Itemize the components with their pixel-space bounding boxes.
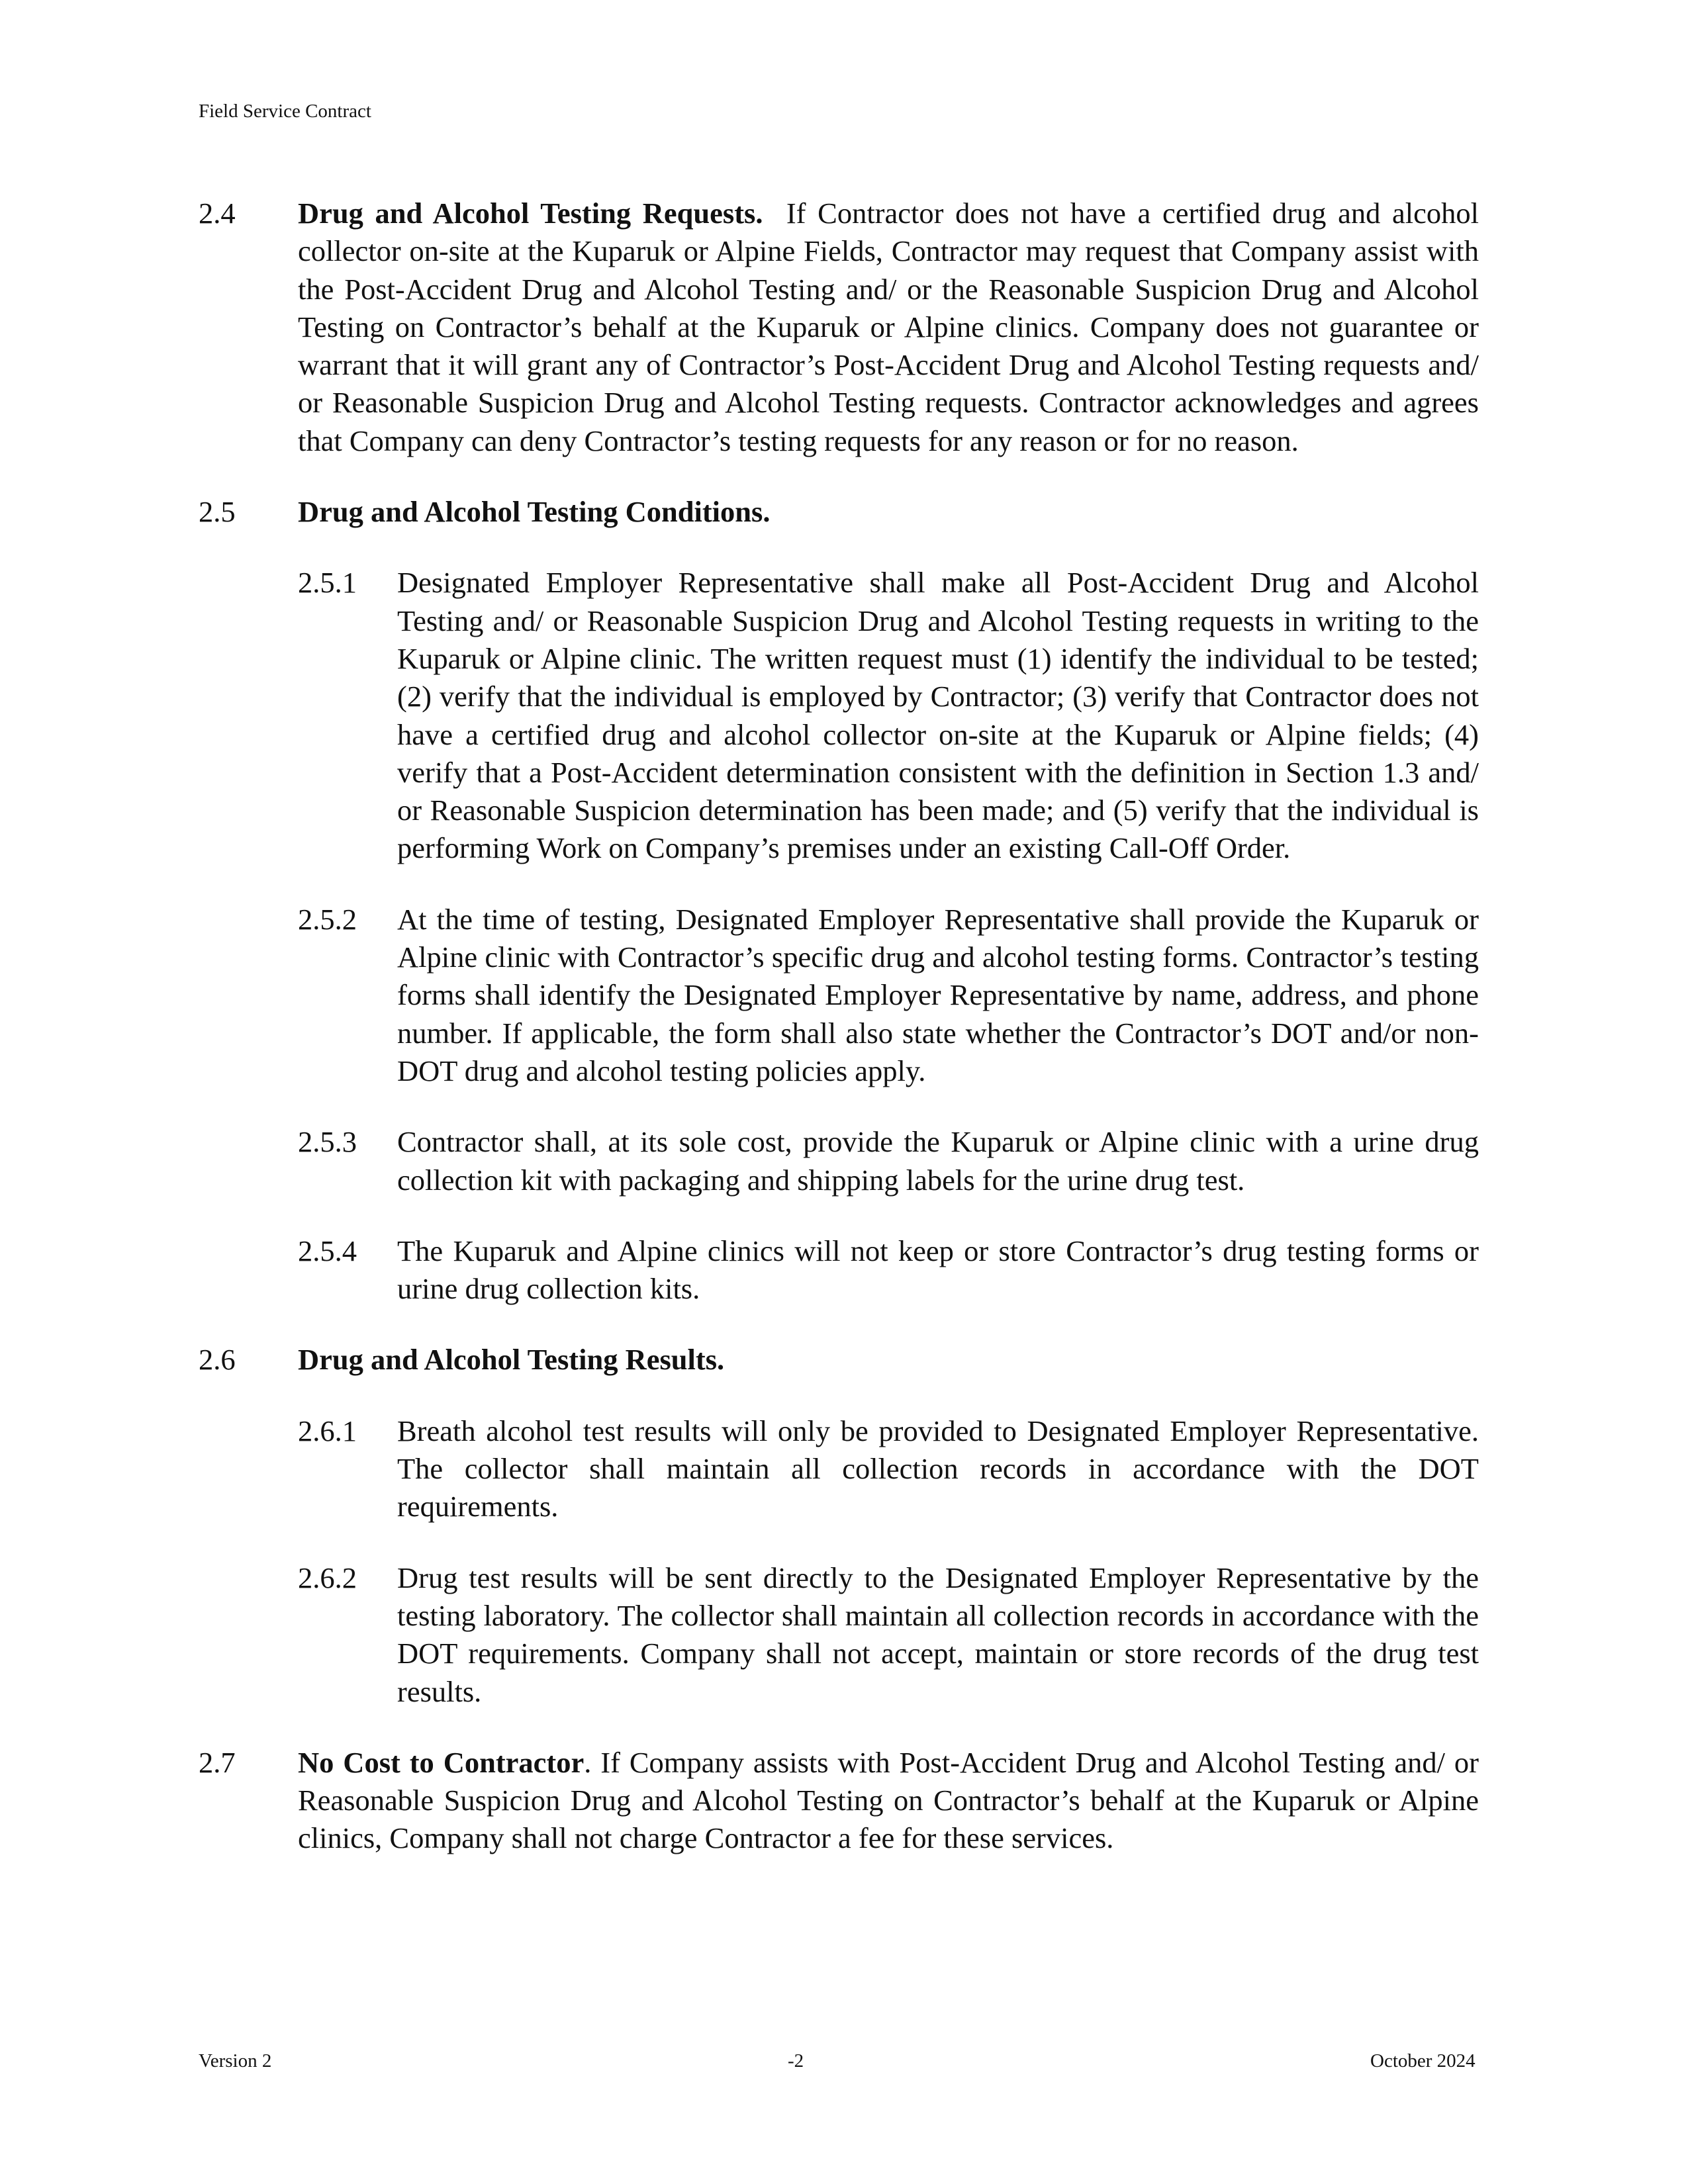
section-text: If Contractor does not have a certified drug and alcohol collector on-site at the Kuparuk or Alpine Fields, Contractor may request that Company assist with the Post-Accident Drug and Alcohol Testing and/ or the Reasonable Suspicion Drug and Alcohol Testing on Contractor’s behalf at the Kuparuk or Alpine clinics. Company does not guarantee or warrant that it will grant any of Contractor’s Post-Accident Drug and Alcohol Testing requests and/ or Reasonable Suspicion Drug and Alcohol Testing requests. Contractor acknowledges and agrees that Company can deny Contractor’s testing requests for any reason or for no reason. bbox=[298, 197, 1479, 457]
section-heading: Drug and Alcohol Testing Conditions. bbox=[298, 495, 771, 529]
section-number: 2.7 bbox=[199, 1745, 236, 1779]
subsection-number: 2.5.4 bbox=[298, 1234, 357, 1267]
subsection-text: Contractor shall, at its sole cost, provide the Kuparuk or Alpine clinic with a urine drug collection kit with packaging and shipping labels for the urine drug test. bbox=[397, 1125, 1479, 1197]
footer-page-number: -2 bbox=[788, 2050, 804, 2071]
subsection-number: 2.5.2 bbox=[298, 902, 357, 936]
subsection-text: Breath alcohol test results will only be provided to Designated Employer Representative. The collector shall maintain all collection records in accordance with the DOT requirements. bbox=[397, 1414, 1479, 1524]
section-number: 2.6 bbox=[199, 1343, 236, 1377]
document-body bbox=[199, 195, 1479, 1858]
section-heading: Drug and Alcohol Testing Results. bbox=[298, 1343, 725, 1377]
running-header: Field Service Contract bbox=[199, 101, 371, 122]
subsection-number: 2.6.2 bbox=[298, 1561, 357, 1594]
subsection-2-6-2 bbox=[298, 1559, 1479, 1711]
subsection-text: At the time of testing, Designated Employer Representative shall provide the Kuparuk or Alpine clinic with Contractor’s specific drug and alcohol testing forms. Contractor’s testing forms shall identify the Designated Employer Representative by name, address, and phone number. If applicable, the form shall also state whether the Contractor’s DOT and/or non-DOT drug and alcohol testing policies apply. bbox=[397, 902, 1479, 1087]
section-2-7 bbox=[199, 1744, 1479, 1858]
subsection-text: The Kuparuk and Alpine clinics will not keep or store Contractor’s drug testing forms or urine drug collection kits. bbox=[397, 1234, 1479, 1306]
section-heading: Drug and Alcohol Testing Requests. bbox=[298, 197, 763, 230]
subsection-2-6-1 bbox=[298, 1412, 1479, 1526]
section-2-6 bbox=[199, 1341, 1479, 1379]
section-2-5 bbox=[199, 493, 1479, 531]
subsection-number: 2.6.1 bbox=[298, 1414, 357, 1447]
subsection-2-5-3 bbox=[298, 1123, 1479, 1199]
section-number: 2.4 bbox=[199, 197, 236, 230]
subsection-2-5-2 bbox=[298, 901, 1479, 1090]
subsection-number: 2.5.1 bbox=[298, 566, 357, 600]
subsection-2-5-4 bbox=[298, 1232, 1479, 1308]
section-2-4 bbox=[199, 195, 1479, 460]
section-text: . If Company assists with Post-Accident Drug and Alcohol Testing and/ or Reasonable Suspicion Drug and Alcohol Testing on Contractor’s behalf at the Kuparuk or Alpine clinics, Company shall not charge Contractor a fee for these services. bbox=[298, 1745, 1479, 1855]
subsection-2-5-1 bbox=[298, 564, 1479, 867]
section-heading: No Cost to Contractor bbox=[298, 1745, 585, 1779]
section-number: 2.5 bbox=[199, 495, 236, 529]
footer-date: October 2024 bbox=[1370, 2050, 1476, 2071]
subsection-number: 2.5.3 bbox=[298, 1125, 357, 1159]
subsection-text: Drug test results will be sent directly to the Designated Employer Representative by the testing laboratory. The collector shall maintain all collection records in accordance with the DOT requirements. Company shall not accept, maintain or store records of the drug test results. bbox=[397, 1561, 1479, 1708]
subsection-text: Designated Employer Representative shall make all Post-Accident Drug and Alcohol Testing and/ or Reasonable Suspicion Drug and Alcohol Testing requests in writing to the Kuparuk or Alpine clinic. The written request must (1) identify the individual to be tested; (2) verify that the individual is employed by Contractor; (3) verify that Contractor does not have a certified drug and alcohol collector on-site at the Kuparuk or Alpine fields; (4) verify that a Post-Accident determination consistent with the definition in Section 1.3 and/ or Reasonable Suspicion determination has been made; and (5) verify that the individual is performing Work on Company’s premises under an existing Call-Off Order. bbox=[397, 566, 1479, 865]
footer-version: Version 2 bbox=[199, 2050, 272, 2071]
